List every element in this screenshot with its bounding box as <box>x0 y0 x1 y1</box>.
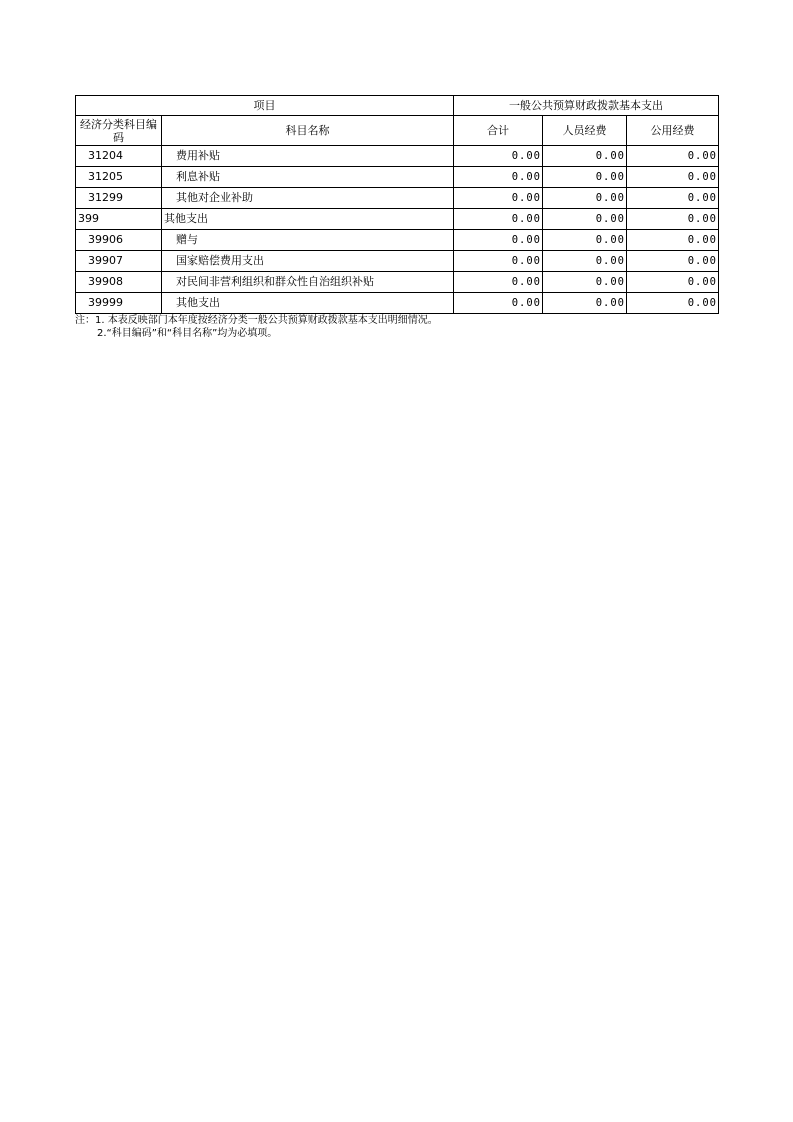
row-staff: 0.00 <box>543 272 627 293</box>
header-project: 项目 <box>76 96 454 116</box>
row-code: 31204 <box>76 146 162 167</box>
budget-expenditure-table <box>75 95 719 314</box>
row-total: 0.00 <box>454 209 543 230</box>
row-staff: 0.00 <box>543 209 627 230</box>
row-public: 0.00 <box>627 293 719 314</box>
row-staff: 0.00 <box>543 293 627 314</box>
table-row <box>76 167 719 188</box>
row-code: 39906 <box>76 230 162 251</box>
row-public: 0.00 <box>627 272 719 293</box>
row-staff: 0.00 <box>543 146 627 167</box>
row-code: 31299 <box>76 188 162 209</box>
row-code: 31205 <box>76 167 162 188</box>
row-staff: 0.00 <box>543 167 627 188</box>
row-staff: 0.00 <box>543 188 627 209</box>
row-name: 费用补贴 <box>162 146 454 167</box>
table-header-row-2 <box>76 116 719 146</box>
row-name: 对民间非营利组织和群众性自治组织补贴 <box>162 272 454 293</box>
note-line-1: 注：1. 本表反映部门本年度按经济分类一般公共预算财政拨款基本支出明细情况。 <box>75 315 438 326</box>
row-name: 利息补贴 <box>162 167 454 188</box>
table-header-row-1 <box>76 96 719 116</box>
header-public: 公用经费 <box>627 116 719 146</box>
row-total: 0.00 <box>454 272 543 293</box>
table-row <box>76 272 719 293</box>
row-total: 0.00 <box>454 146 543 167</box>
row-total: 0.00 <box>454 167 543 188</box>
row-code: 39999 <box>76 293 162 314</box>
row-code: 39907 <box>76 251 162 272</box>
row-public: 0.00 <box>627 188 719 209</box>
row-name: 赠与 <box>162 230 454 251</box>
table-row <box>76 251 719 272</box>
row-staff: 0.00 <box>543 251 627 272</box>
row-total: 0.00 <box>454 293 543 314</box>
row-name: 其他对企业补助 <box>162 188 454 209</box>
row-public: 0.00 <box>627 251 719 272</box>
row-name: 国家赔偿费用支出 <box>162 251 454 272</box>
row-name: 其他支出 <box>162 209 454 230</box>
row-public: 0.00 <box>627 209 719 230</box>
row-total: 0.00 <box>454 188 543 209</box>
header-code: 经济分类科目编码 <box>76 116 162 146</box>
row-public: 0.00 <box>627 230 719 251</box>
table-row <box>76 230 719 251</box>
table-row <box>76 209 719 230</box>
row-public: 0.00 <box>627 146 719 167</box>
row-name: 其他支出 <box>162 293 454 314</box>
table-notes <box>75 314 438 340</box>
row-total: 0.00 <box>454 230 543 251</box>
note-line-2: 2.“科目编码”和“科目名称”均为必填项。 <box>97 328 278 339</box>
header-name: 科目名称 <box>162 116 454 146</box>
table-row <box>76 188 719 209</box>
header-total: 合计 <box>454 116 543 146</box>
header-budget-group: 一般公共预算财政拨款基本支出 <box>454 96 719 116</box>
row-code: 399 <box>76 209 162 230</box>
table-row <box>76 146 719 167</box>
row-total: 0.00 <box>454 251 543 272</box>
table-row <box>76 293 719 314</box>
row-staff: 0.00 <box>543 230 627 251</box>
row-code: 39908 <box>76 272 162 293</box>
header-staff: 人员经费 <box>543 116 627 146</box>
row-public: 0.00 <box>627 167 719 188</box>
